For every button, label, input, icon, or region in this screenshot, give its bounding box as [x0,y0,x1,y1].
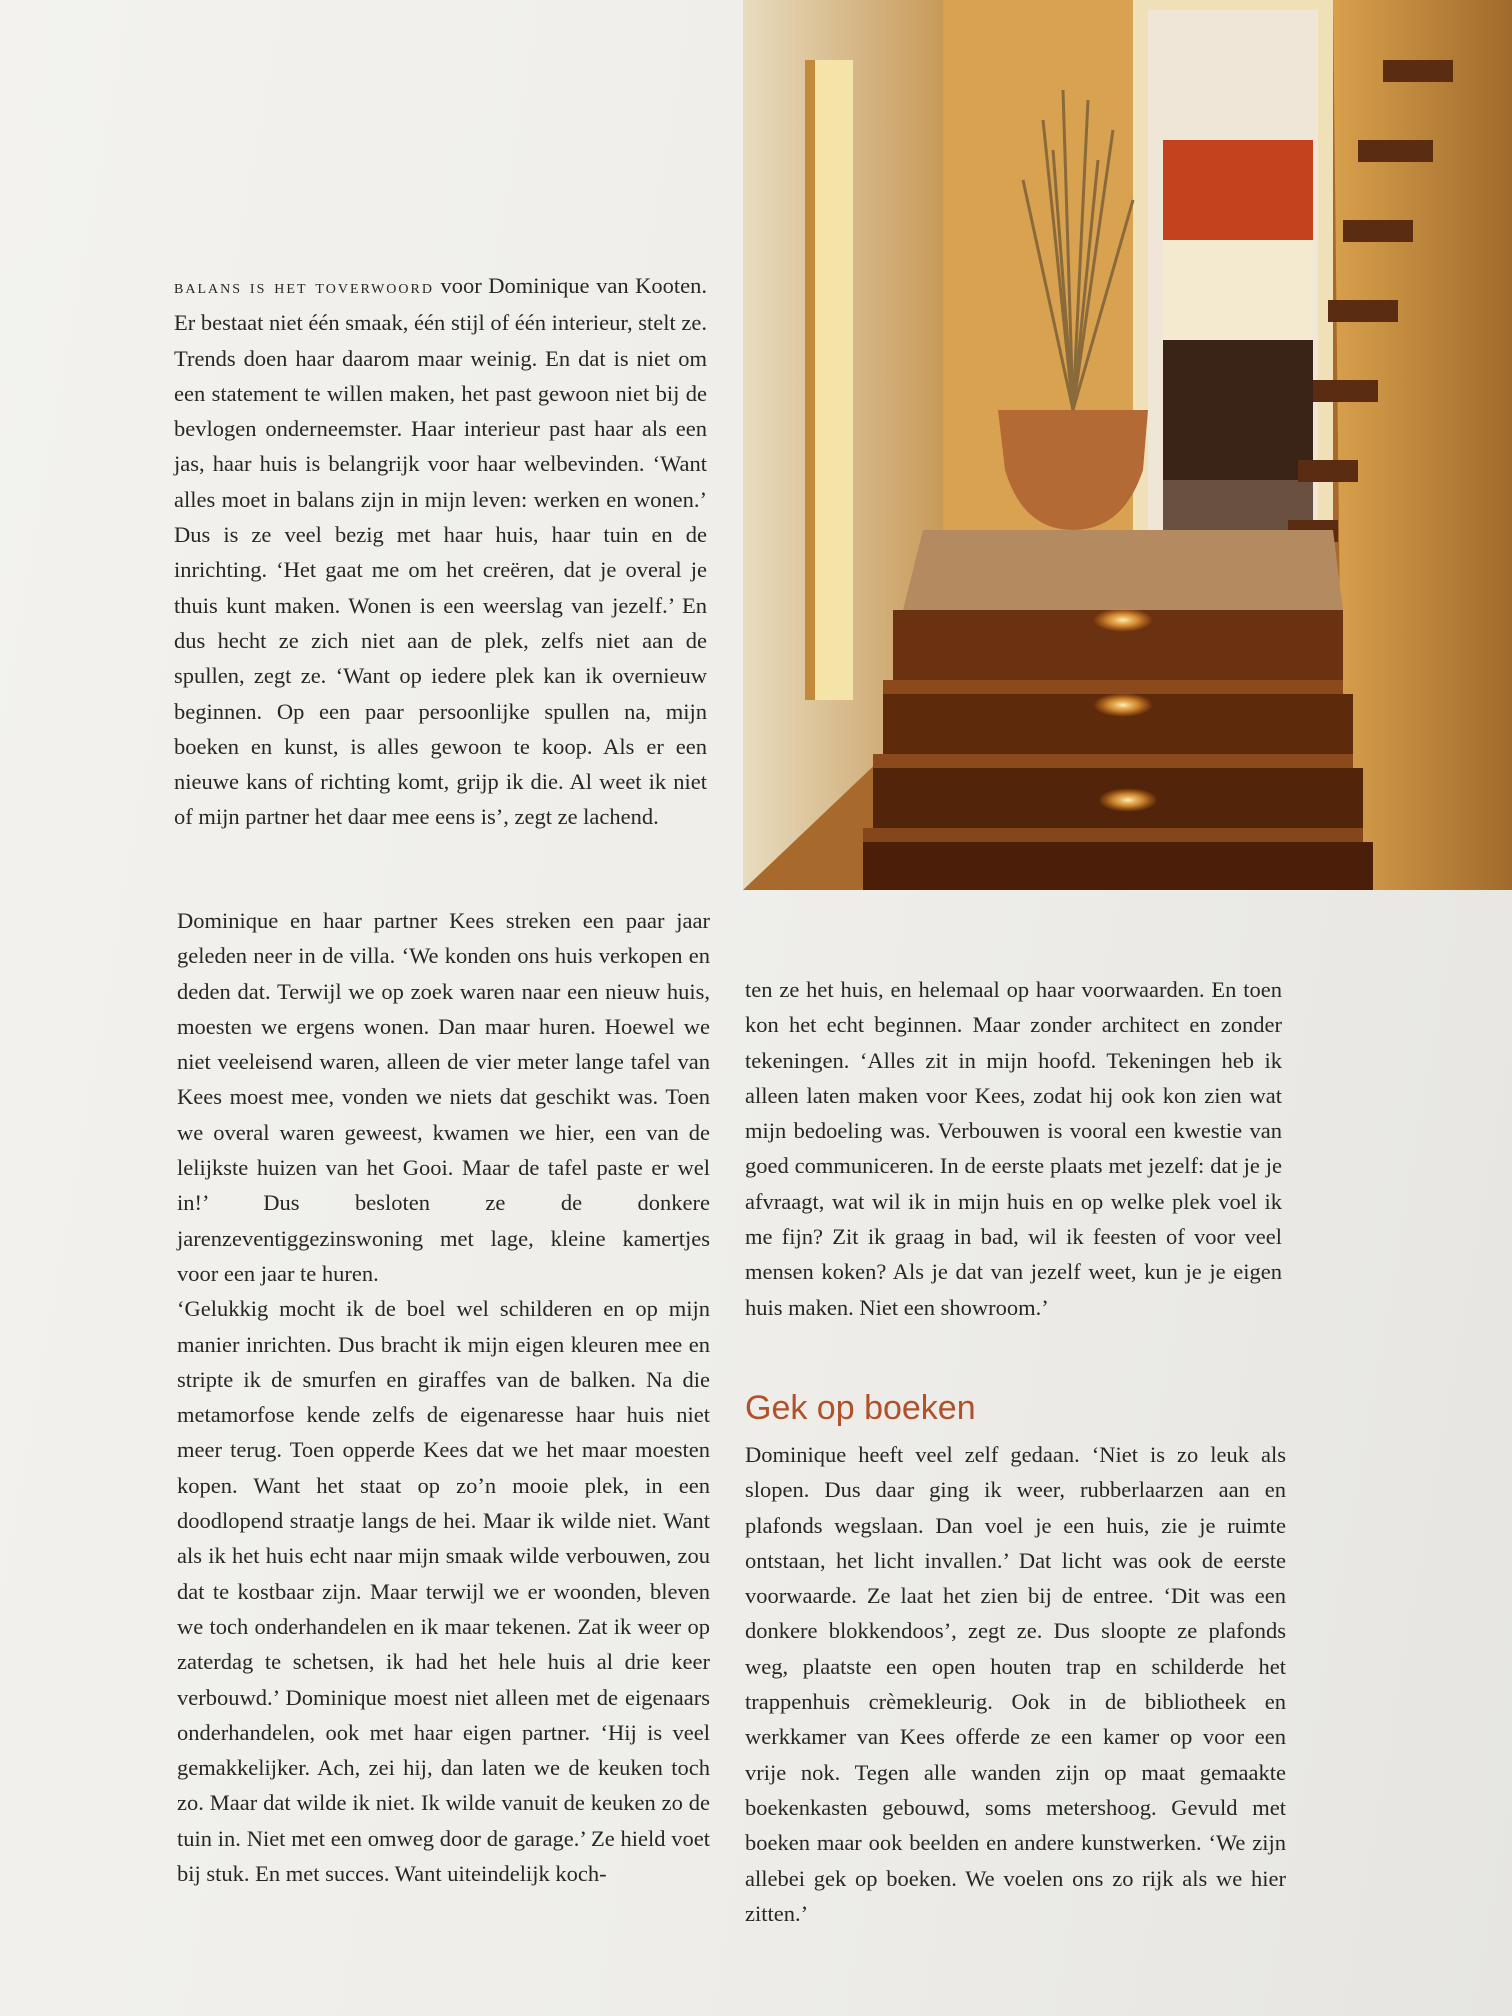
paragraph-3: ‘Gelukkig mocht ik de boel wel schilderen en op mijn manier inrichten. Dus bracht ik mijn eigen kleuren mee en stripte ik de smurfen en giraffes van de balken. Na die metamorfose kende zelfs de eigenaresse haar huis niet meer terug. Toen opperde Kees dat we het maar moesten kopen. Want het staat op zo’n mooie plek, in een doodlopend straatje langs de hei. Maar ik wilde niet. Want als ik het huis echt naar mijn smaak wilde verbouwen, zou dat te kostbaar zijn. Maar terwijl we er woonden, bleven we toch onderhandelen en ik maar tekenen. Zat ik weer op zaterdag te schetsen, ik had het hele huis al drie keer verbouwd.’ Dominique moest niet alleen met de eigenaars onderhandelen, ook met haar eigen partner. ‘Hij is veel gemakkelijker. Ach, zei hij, dan laten we de keuken toch zo. Maar dat wilde ik niet. Ik wilde vanuit de keuken zo de tuin in. Niet met een omweg door de garage.’ Ze hield voet bij stuk. En met succes. Want uiteindelijk koch- [177,1296,710,1887]
paragraph-1-text: voor Dominique van Kooten. Er bestaat niet één smaak, één stijl of één interieur, stelt ze. Trends doen haar daarom maar weinig. En dat is niet om een statement te willen maken, het past gewoon niet bij de bevlogen onderneemster. Haar interieur past haar als een jas, haar huis is belangrijk voor haar welbevinden. ‘Want alles moet in balans zijn in mijn leven: werken en wonen.’ Dus is ze veel bezig met haar huis, haar tuin en de inrichting. ‘Het gaat me om het creëren, dat je overal je thuis kunt maken. Wonen is een weerslag van jezelf.’ En dus hecht ze zich niet aan de plek, zelfs niet aan de spullen, zegt ze. ‘Want op iedere plek kan ik overnieuw beginnen. Op een paar persoonlijke spullen na, mijn boeken en kunst, is alles gewoon te koop. Als er een nieuwe kans of richting komt, grijp ik die. Al weet ik niet of mijn partner het daar mee eens is’, zegt ze lachend. [174,273,707,830]
column-left-top [174,268,707,835]
staircase-photo [743,0,1512,890]
paragraph-4: ten ze het huis, en helemaal op haar voorwaarden. En toen kon het echt beginnen. Maar zonder architect en zonder tekeningen. ‘Alles zit in mijn hoofd. Tekeningen heb ik alleen laten maken voor Kees, zodat hij ook kon zien wat mijn bedoeling was. Verbouwen is vooral een kwestie van goed communiceren. In de eerste plaats met jezelf: dat je je afvraagt, wat wil ik in mijn huis en op welke plek voel ik me fijn? Zit ik graag in bad, wil ik feesten of voor veel mensen koken? Als je dat van jezelf weet, kun je je eigen huis maken. Niet een showroom.’ [745,977,1282,1320]
section-heading: Gek op boeken [745,1389,976,1427]
paragraph-2: Dominique en haar partner Kees streken een paar jaar geleden neer in de villa. ‘We konden ons huis verkopen en deden dat. Terwijl we op zoek waren naar een nieuw huis, moesten we ergens wonen. Dan maar huren. Hoewel we niet veeleisend waren, alleen de vier meter lange tafel van Kees moest mee, vonden we niets dat geschikt was. Toen we overal waren geweest, kwamen we hier, een van de lelijkste huizen van het Gooi. Maar de tafel paste er wel in!’ Dus besloten ze de donkere jarenzeventiggezinswoning met lage, kleine kamertjes voor een jaar te huren. [177,908,710,1286]
column-right-bottom [745,1437,1286,1931]
column-left-bottom [177,903,710,1891]
paragraph-intro [174,268,707,835]
staircase-photo-illustration [743,0,1512,890]
intro-small-caps: balans is het toverwoord [174,276,434,298]
paragraph-5: Dominique heeft veel zelf gedaan. ‘Niet is zo leuk als slopen. Dus daar ging ik weer, rubberlaarzen aan en plafonds wegslaan. Dan voel je een huis, zie je ruimte ontstaan, het licht invallen.’ Dat licht was ook de eerste voorwaarde. Ze laat het zien bij de entree. ‘Dit was een donkere blokkendoos’, zegt ze. Dus sloopte ze plafonds weg, plaatste een open houten trap en schilderde het trappenhuis crèmekleurig. Ook in de bibliotheek en werkkamer van Kees offerde ze een kamer op voor een vrije nok. Tegen alle wanden zijn op maat gemaakte boekenkasten gebouwd, soms metershoog. Gevuld met boeken maar ook beelden en andere kunstwerken. ‘We zijn allebei gek op boeken. We voelen ons zo rijk als we hier zitten.’ [745,1442,1286,1926]
column-right-top [745,972,1282,1325]
